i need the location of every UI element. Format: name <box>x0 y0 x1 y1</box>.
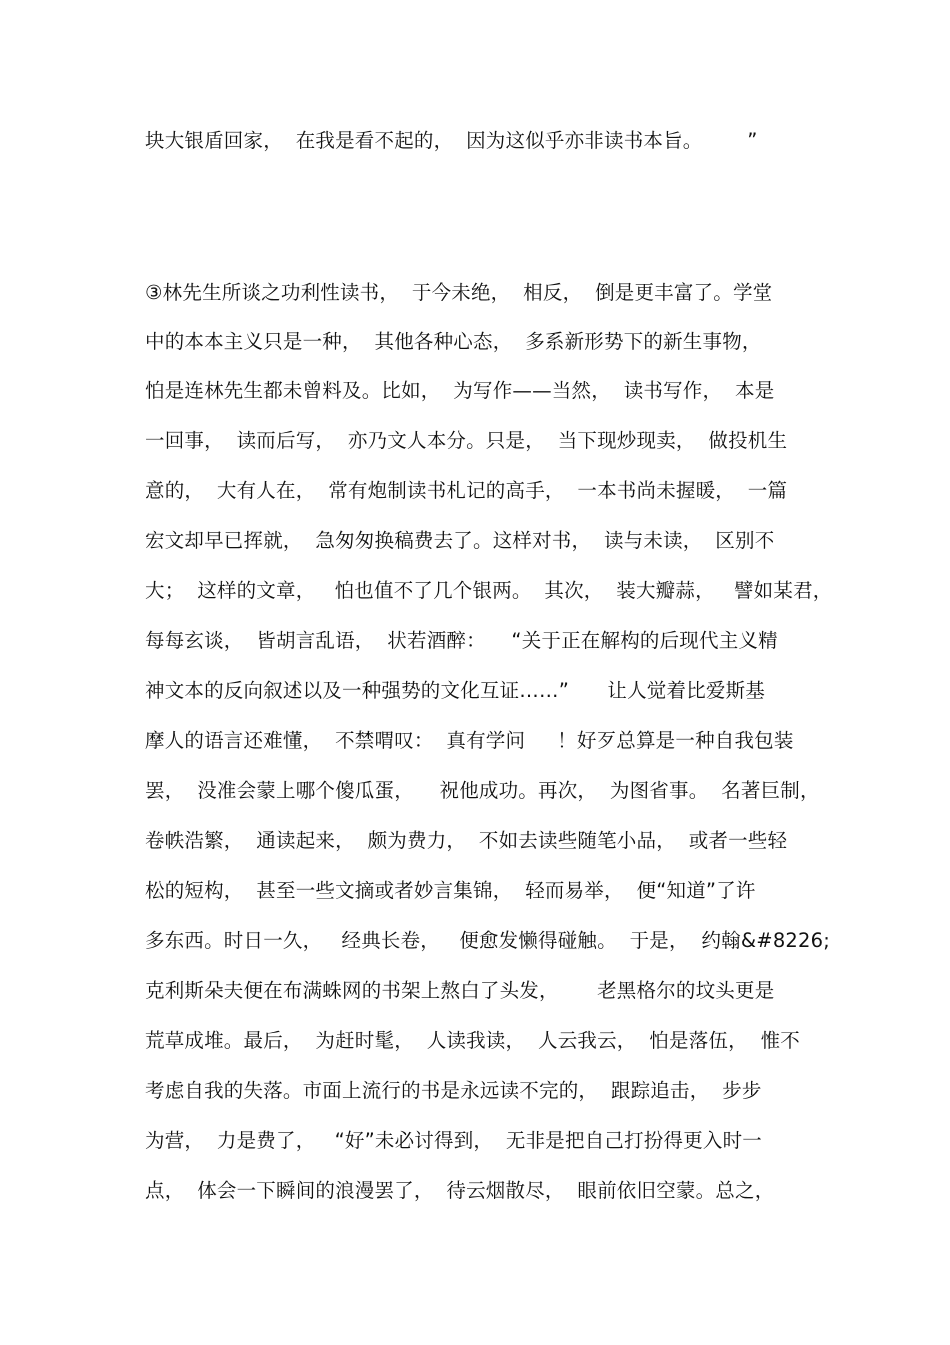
paragraph-3-line: 中的本本主义只是一种， 其他各种心态， 多系新形势下的新生事物， <box>145 330 762 353</box>
paragraph-3-line: 卷帙浩繁， 通读起来， 颇为费力， 不如去读些随笔小品， 或者一些轻 <box>145 829 788 852</box>
paragraph-3-line: 每每玄谈， 皆胡言乱语， 状若酒醉： “关于正在解构的后现代主义精 <box>145 629 778 652</box>
paragraph-3-line: 松的短构， 甚至一些文摘或者妙言集锦， 轻而易举， 便“知道”了许 <box>145 879 756 902</box>
paragraph-3-line: ③林先生所谈之功利性读书， 于今未绝， 相反， 倒是更丰富了。学堂 <box>145 281 773 304</box>
text-line-prev-paragraph-end: 块大银盾回家， 在我是看不起的， 因为这似乎亦非读书本旨。 ” <box>145 129 758 152</box>
paragraph-3-line: 考虑自我的失落。市面上流行的书是永远读不完的， 跟踪追击， 步步 <box>145 1079 762 1102</box>
paragraph-3-line: 为营， 力是费了， “好”未必讨得到， 无非是把自己打扮得更入时一 <box>145 1129 762 1152</box>
paragraph-3-line: 意的， 大有人在， 常有炮制读书札记的高手， 一本书尚未握暖， 一篇 <box>145 479 788 502</box>
paragraph-3-line: 荒草成堆。最后， 为赶时髦， 人读我读， 人云我云， 怕是落伍， 惟不 <box>145 1029 800 1052</box>
paragraph-3-line: 大； 这样的文章， 怕也值不了几个银两。 其次， 装大瓣蒜， 譬如某君， <box>145 579 833 602</box>
paragraph-3-line: 点， 体会一下瞬间的浪漫罢了， 待云烟散尽， 眼前依旧空蒙。总之， <box>145 1179 775 1202</box>
paragraph-3-line: 克利斯朵夫便在布满蛛网的书架上熬白了头发， 老黑格尔的坟头更是 <box>145 979 775 1002</box>
paragraph-3-line: 罢， 没准会蒙上哪个傻瓜蛋， 祝他成功。再次， 为图省事。 名著巨制， <box>145 779 820 802</box>
paragraph-3-line: 神文本的反向叙述以及一种强势的文化互证……” 让人觉着比爱斯基 <box>145 679 765 702</box>
paragraph-3-line: 摩人的语言还难懂， 不禁喟叹： 真有学问 ！好歹总算是一种自我包装 <box>145 729 794 752</box>
paragraph-3-line: 多东西。时日一久， 经典长卷， 便愈发懒得碰触。 于是， 约翰&#8226; <box>145 929 831 952</box>
paragraph-3-line: 怕是连林先生都未曾料及。比如， 为写作——当然， 读书写作， 本是 <box>145 379 775 402</box>
paragraph-3-line: 一回事， 读而后写， 亦乃文人本分。只是， 当下现炒现卖， 做投机生 <box>145 429 788 452</box>
paragraph-3-line: 宏文却早已挥就， 急匆匆换稿费去了。这样对书， 读与未读， 区别不 <box>145 529 775 552</box>
